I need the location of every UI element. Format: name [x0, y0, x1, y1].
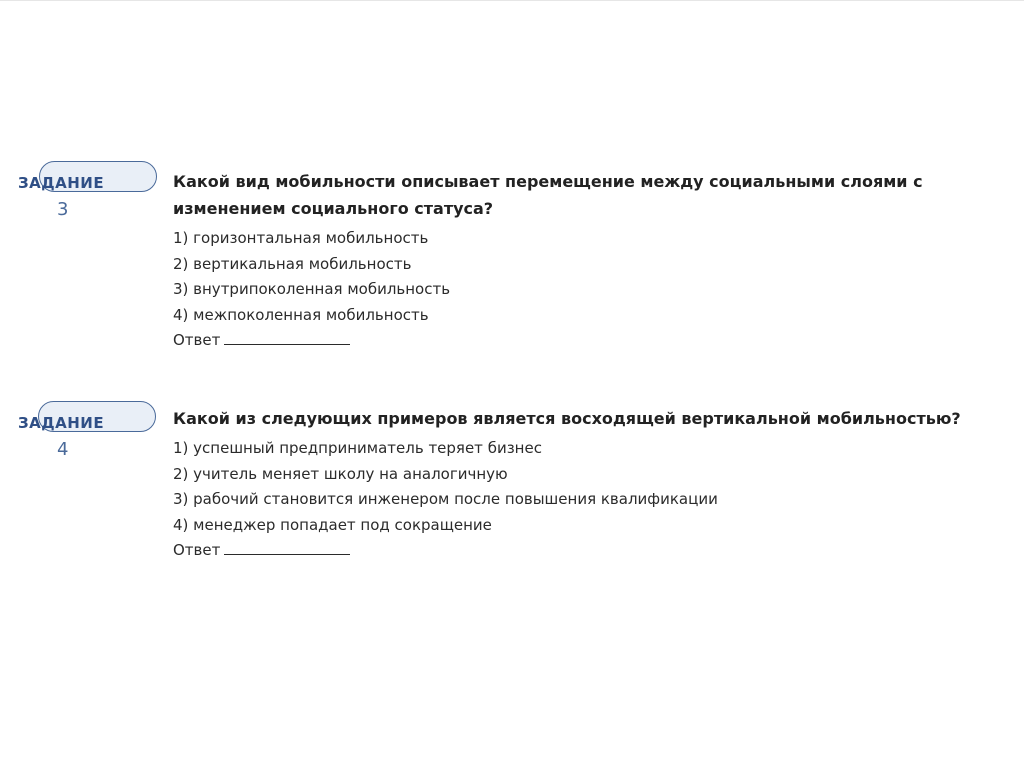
answer-row — [173, 538, 973, 564]
option-2: 2) учитель меняет школу на аналогичную — [173, 464, 508, 483]
option-3: 3) рабочий становится инженером после повышения квалификации — [173, 490, 718, 508]
task-content — [173, 405, 973, 564]
answer-label: Ответ — [173, 541, 221, 559]
option-1: 1) успешный предприниматель теряет бизнес — [173, 439, 542, 457]
option-4: 4) менеджер попадает под сокращение — [173, 515, 492, 534]
page-top-divider — [0, 0, 1024, 1]
answer-blank[interactable] — [224, 540, 350, 555]
task-badge-label: ЗАДАНИЕ — [18, 174, 105, 192]
option-2: 2) вертикальная мобильность — [173, 254, 412, 273]
options-list — [173, 226, 973, 354]
task-number: 4 — [57, 439, 69, 460]
task-number: 3 — [57, 199, 69, 220]
option-3: 3) внутрипоколенная мобильность — [173, 280, 451, 298]
option-1: 1) горизонтальная мобильность — [173, 229, 429, 247]
question-text: Какой из следующих примеров является восходящей вертикальной мобильностью? — [173, 409, 961, 428]
task-badge-label: ЗАДАНИЕ — [18, 414, 105, 432]
answer-label: Ответ — [173, 331, 221, 349]
answer-row — [173, 328, 973, 354]
option-4: 4) межпоколенная мобильность — [173, 305, 429, 324]
task-content — [173, 168, 973, 354]
answer-blank[interactable] — [224, 330, 350, 345]
options-list — [173, 436, 973, 564]
question-text: Какой вид мобильности описывает перемещение между социальными слоями с изменением социального статуса? — [173, 172, 923, 218]
